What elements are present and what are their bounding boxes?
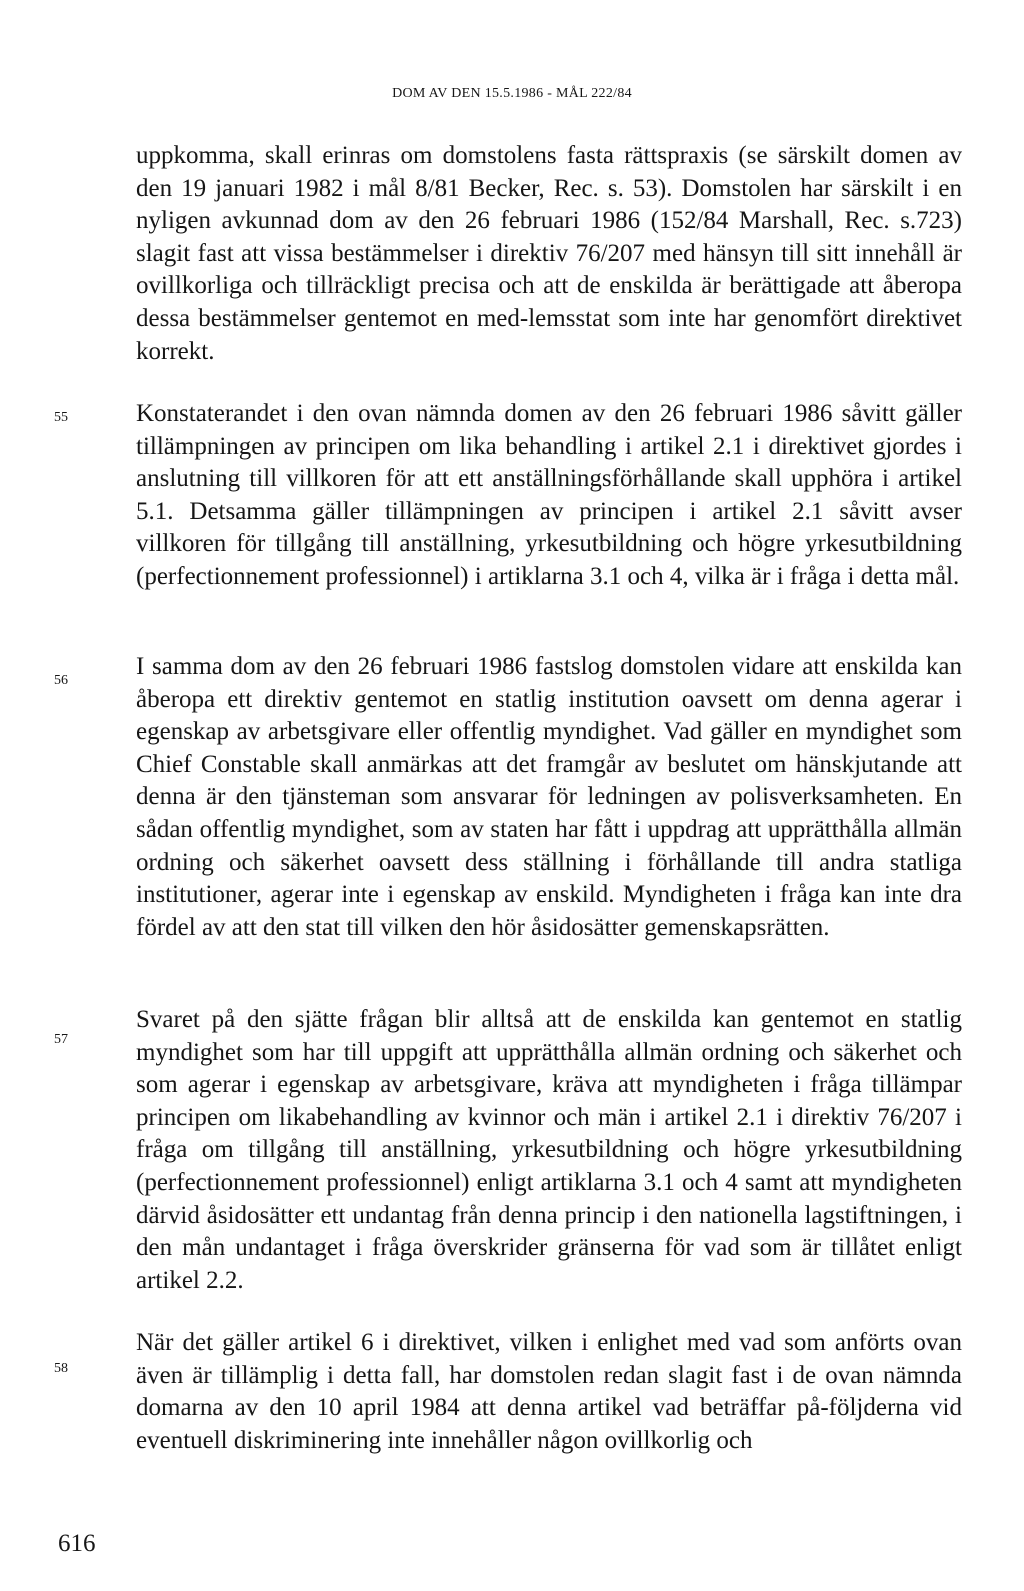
paragraph-56: I samma dom av den 26 februari 1986 fastslog domstolen vidare att enskilda kan åberopa ett direktiv gentemot en statlig institution oavsett om denna agerar i egenskap av arbetsgivare eller offentlig myndighet. Vad gäller en myndighet som Chief Constable skall anmärkas att det framgår av beslutet om hänskjutande att denna är den tjänsteman som ansvarar för ledningen av polisverksamheten. En sådan offentlig myndighet, som av staten har fått i uppdrag att upprätthålla allmän ordning och säkerhet oavsett dess ställning i förhållande till andra statliga institutioner, agerar inte i egenskap av enskild. Myndigheten i fråga kan inte dra fördel av att den stat till vilken den hör åsidosätter gemenskapsrätten. (136, 653, 962, 941)
paragraph-58: När det gäller artikel 6 i direktivet, vilken i enlighet med vad som anförts ovan även är tillämplig i detta fall, har domstolen redan slagit fast i de ovan nämnda domarna av den 10 april 1984 att denna artikel vad beträffar på-följderna vid eventuell diskriminering inte innehåller någon ovillkorlig och (136, 1329, 962, 1454)
paragraph-number: 58 (54, 1361, 68, 1376)
running-header: DOM AV DEN 15.5.1986 - MÅL 222/84 (392, 86, 632, 101)
paragraph-continuation: uppkomma, skall erinras om domstolens fasta rättspraxis (se särskilt domen av den 19 januari 1982 i mål 8/81 Becker, Rec. s. 53). Domstolen har särskilt i en nyligen avkunnad dom av den 26 februari 1986 (152/84 Marshall, Rec. s.723) slagit fast att vissa bestämmelser i direktiv 76/207 med hänsyn till sitt innehåll är ovillkorliga och tillräckligt precisa och att de enskilda är berättigade att åberopa dessa bestämmelser gentemot en med-lemsstat som inte har genomfört direktivet korrekt. (136, 142, 962, 365)
paragraph-number: 56 (54, 673, 68, 688)
paragraph-number: 57 (54, 1032, 68, 1047)
paragraph-number: 55 (54, 410, 68, 425)
page-number: 616 (58, 1530, 96, 1557)
paragraph-55: Konstaterandet i den ovan nämnda domen av den 26 februari 1986 såvitt gäller tillämpningen av principen om lika behandling i artikel 2.1 i direktivet gjordes i anslutning till villkoren för att ett anställningsförhållande skall upphöra i artikel 5.1. Detsamma gäller tillämpningen av principen i artikel 2.1 såvitt avser villkoren för tillgång till anställning, yrkesutbildning och högre yrkesutbildning (perfectionnement professionnel) i artiklarna 3.1 och 4, vilka är i fråga i detta mål. (136, 400, 962, 590)
paragraph-57: Svaret på den sjätte frågan blir alltså att de enskilda kan gentemot en statlig myndighet som har till uppgift att upprätthålla allmän ordning och säkerhet och som agerar i egenskap av arbetsgivare, kräva att myndigheten i fråga tillämpar principen om likabehandling av kvinnor och män i artikel 2.1 i direktiv 76/207 i fråga om tillgång till anställning, yrkesutbildning och högre yrkesutbildning (perfectionnement professionnel) enligt artiklarna 3.1 och 4 samt att myndigheten därvid åsidosätter ett undantag från denna princip i den nationella lagstiftningen, i den mån undantaget i fråga överskrider gränserna för vad som är tillåtet enligt artikel 2.2. (136, 1006, 962, 1294)
